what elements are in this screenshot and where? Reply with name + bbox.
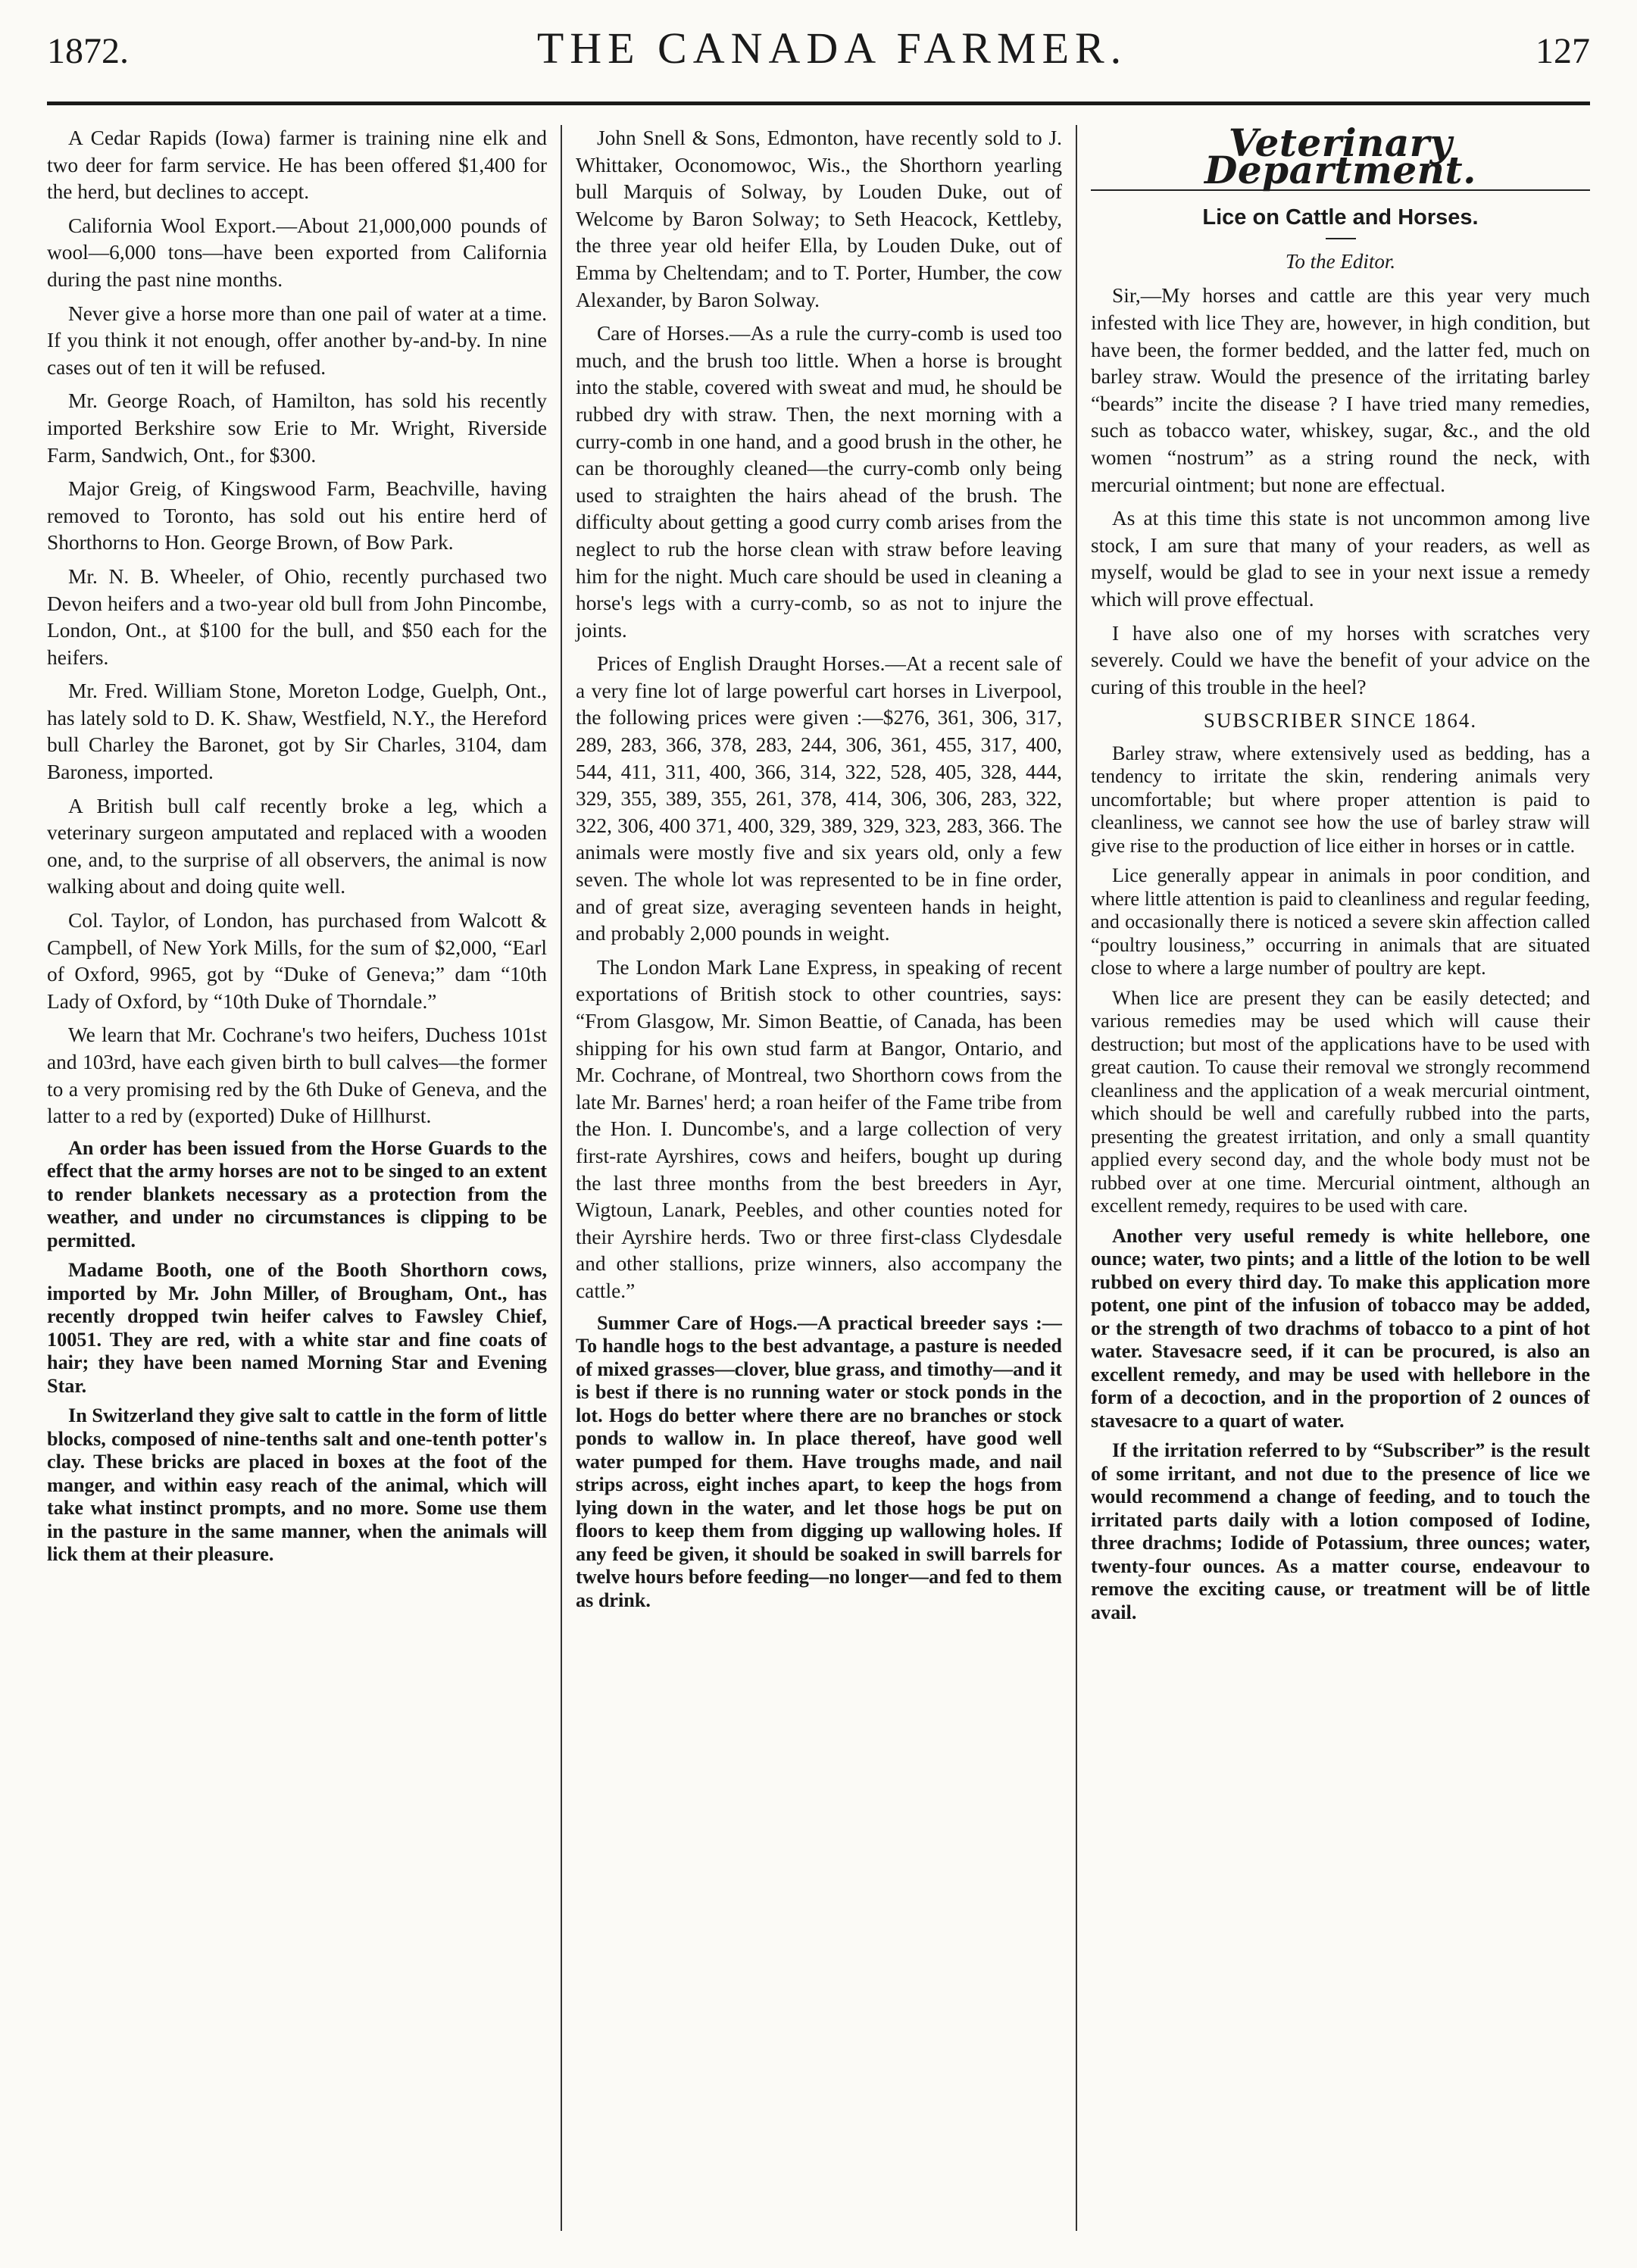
news-item: California Wool Export.—About 21,000,000 pounds of wool—6,000 tons—have been exported from California during the past nine months.: [47, 214, 547, 291]
reply-paragraph: Another very useful remedy is white hellebore, one ounce; water, two pints; and a little of the lotion to be well rubbed on every third day. To make this application more potent, one pint of the infusion of tobacco may be added, or the strength of two drachms of tobacco to a pint of hot water. Stavesacre seed, if it can be procured, is also an excellent remedy, and may be used with hellebore in the form of a decoction, and in the proportion of 2 ounces of stavesacre to a quart of water.: [1091, 1224, 1590, 1432]
letter-paragraph: I have also one of my horses with scratches very severely. Could we have the benefit of your advice on the curing of this trouble in the heel?: [1091, 621, 1590, 698]
department-title: Veterinary Department.: [1204, 125, 1477, 192]
column-middle: [562, 125, 1077, 2231]
column-left: [47, 125, 562, 2231]
reply-paragraph: When lice are present they can be easily detected; and various remedies may be used which will cause their destruction; but most of the applications have to be used with great caution. To cause their removal we strongly recommend cleanliness and the application of a weak mercurial ointment, which should be well and carefully rubbed into the parts, presenting the greatest irritation, and only a small quantity applied every second day, and the whole body must not be rubbed over at one time. Mercurial ointment, although an excellent remedy, requires to be used with care.: [1091, 986, 1590, 1217]
letter-paragraph: Sir,—My horses and cattle are this year very much infested with lice They are, however, in high condition, but have been, the former bedded, and the latter fed, much on barley straw. Would the presence of the irritating barley “beards” incite the disease ? I have tried many remedies, such as tobacco water, whiskey, sugar, &c., and the old women “nostrum” as a string round the neck, with mercurial ointment; but none are effectual.: [1091, 284, 1590, 496]
title-divider: [1326, 238, 1356, 239]
header-year: 1872.: [47, 31, 129, 71]
header-rule: [47, 102, 1590, 105]
news-item: Summer Care of Hogs.—A practical breeder says :—To handle hogs to the best advantage, a pasture is needed of mixed grasses—clover, blue grass, and timothy—and it is best if there is no running water or stock ponds in the lot. Hogs do better where there are no branches or stock ponds to wallow in. In place thereof, have good well water pumped for them. Have troughs made, and nail strips across, eight inches apart, to keep the hogs from lying down in the water, and let those hogs be put on floors to keep them from digging up wallowing holes. If any feed be given, it should be soaked in swill barrels for twelve hours before feeding—no longer—and fed to them as drink.: [576, 1311, 1062, 1611]
news-item: Never give a horse more than one pail of water at a time. If you think it not enough, offer another by-and-by. In nine cases out of ten it will be refused.: [47, 301, 547, 379]
page-header: [47, 23, 1590, 98]
letter-signature: SUBSCRIBER SINCE 1864.: [1203, 709, 1478, 733]
news-item: Prices of English Draught Horses.—At a recent sale of a very fine lot of large powerful cart horses in Liverpool, the following prices were given :—$276, 361, 306, 317, 289, 283, 366, 378, 283, 244, 306, 361, 455, 317, 400, 544, 411, 311, 400, 366, 314, 322, 528, 405, 328, 444, 329, 355, 389, 355, 261, 378, 414, 306, 306, 283, 322, 322, 306, 400 371, 400, 329, 389, 329, 323, 283, 366. The animals were mostly five and six years old, only a few seven. The whole lot was represented to be in fine order, and of great size, averaging seventeen hands in height, and probably 2,000 pounds in weight.: [576, 652, 1062, 945]
news-item: Mr. N. B. Wheeler, of Ohio, recently purchased two Devon heifers and a two-year old bull from John Pincombe, London, Ont., at $100 for the bull, and $50 each for the heifers.: [47, 564, 547, 669]
news-item: A Cedar Rapids (Iowa) farmer is training nine elk and two deer for farm service. He has been offered $1,400 for the herd, but declines to accept.: [47, 127, 547, 204]
news-item: The London Mark Lane Express, in speaking of recent exportations of British stock to other countries, says: “From Glasgow, Mr. Simon Beattie, of Canada, has been shipping for his own stud farm at Bangor, Ontario, and Mr. Cochrane, of Montreal, two Shorthorn cows from the late Mr. Barnes' herd; a roan heifer of the Fame tribe from the Hon. I. Duncombe's, and a large collection of very first-rate Ayrshires, cows and heifers, bought up during the last three months from the best breeders in Ayr, Wigtoun, Lanark, Peebles, and other counties noted for their Ayrshire herds. Two or three first-class Clydesdale and other stallions, prize winners, also accompany the cattle.”: [576, 955, 1062, 1302]
page-number: 127: [1535, 31, 1590, 71]
news-item: Madame Booth, one of the Booth Shorthorn cows, imported by Mr. John Miller, of Brougham, Ont., has recently dropped twin heifer calves to Fawsley Chief, 10051. They are red, with a white star and fine coats of hair; they have been named Morning Star and Evening Star.: [47, 1259, 547, 1397]
reply-paragraph: Barley straw, where extensively used as bedding, has a tendency to irritate the skin, rendering animals very uncomfortable; but where proper attention is paid to cleanliness, we cannot see how the use of barley straw will give rise to the production of lice either in horses or in cattle.: [1091, 742, 1590, 857]
article-title: Lice on Cattle and Horses.: [1202, 205, 1479, 230]
reply-paragraph: If the irritation referred to by “Subscriber” is the result of some irritant, and not due to the presence of lice we would recommend a change of feeding, and to touch the irritated parts daily with a lotion composed of Iodine, three drachms; Iodide of Potassium, three ounces; water, twenty-four ounces. As a matter course, endeavour to remove the exciting cause, or treatment will be of little avail.: [1091, 1439, 1590, 1623]
letter-paragraph: As at this time this state is not uncommon among live stock, I am sure that many of your readers, as well as myself, would be glad to see in your next issue a remedy which will prove effectual.: [1091, 507, 1590, 611]
news-item: A British bull calf recently broke a leg, which a veterinary surgeon amputated and replaced with a wooden one, and, to the surprise of all observers, the animal is now walking about and doing quite well.: [47, 794, 547, 898]
news-item: Col. Taylor, of London, has purchased from Walcott & Campbell, of New York Mills, for the sum of $2,000, “Earl of Oxford, 9965, got by “Duke of Geneva;” dam “10th Lady of Oxford, by “10th Duke of Thorndale.”: [47, 909, 547, 1013]
news-item: Mr. George Roach, of Hamilton, has sold his recently imported Berkshire sow Erie to Mr. Wright, Riverside Farm, Sandwich, Ont., for $300.: [47, 389, 547, 467]
news-item: An order has been issued from the Horse Guards to the effect that the army horses are not to be singed to an extent to render blankets necessary as a protection from the weather, and under no circumstances is clipping to be permitted.: [47, 1136, 547, 1251]
news-item: In Switzerland they give salt to cattle in the form of little blocks, composed of nine-tenths salt and one-tenth potter's clay. These bricks are placed in boxes at the foot of the manger, and within easy reach of the animal, which will take what instinct prompts, and no more. Some use them in the pasture in the same manner, when the animals will lick them at their pleasure.: [47, 1404, 547, 1566]
news-item: We learn that Mr. Cochrane's two heifers, Duchess 101st and 103rd, have each given birth to bull calves—the former to a very promising red by the 6th Duke of Geneva, and the latter to a red by (exported) Duke of Hillhurst.: [47, 1023, 547, 1128]
news-item: John Snell & Sons, Edmonton, have recently sold to J. Whittaker, Oconomowoc, Wis., the Shorthorn yearling bull Marquis of Solway, by Louden Duke, out of Welcome by Baron Solway; to Seth Heacock, Kettleby, the three year old heifer Ella, by Louden Duke, out of Emma by Cheltendam; and to T. Porter, Humber, the cow Alexander, by Baron Solway.: [576, 127, 1062, 311]
salutation-heading: To the Editor.: [1285, 249, 1396, 273]
news-item: Major Greig, of Kingswood Farm, Beachville, having removed to Toronto, has sold out his entire herd of Shorthorns to Hon. George Brown, of Bow Park.: [47, 477, 547, 555]
news-item: Mr. Fred. William Stone, Moreton Lodge, Guelph, Ont., has lately sold to D. K. Shaw, Westfield, N.Y., the Hereford bull Charley the Baronet, got by Sir Charles, 3104, dam Baroness, imported.: [47, 679, 547, 784]
news-item: Care of Horses.—As a rule the curry-comb is used too much, and the brush too little. When a horse is brought into the stable, covered with sweat and mud, he should be rubbed dry with straw. Then, the next morning with a curry-comb in one hand, and a good brush in the other, he can be thoroughly cleaned—the curry-comb only being used to straighten the hairs ahead of the brush. The difficulty about getting a good curry comb arises from the neglect to rub the horse clean with straw before leaving him for the night. Much care should be used in cleaning a horse's legs with a curry-comb, so as not to injure the joints.: [576, 322, 1062, 642]
reply-paragraph: Lice generally appear in animals in poor condition, and where little attention is paid to cleanliness and regular feeding, and occasionally there is noticed a severe skin affection called “poultry lousiness,” occurring in animals that are situated close to where a large number of poultry are kept.: [1091, 864, 1590, 979]
masthead-title: THE CANADA FARMER.: [536, 23, 1128, 73]
column-right: [1077, 125, 1590, 2231]
columns: [47, 125, 1590, 2231]
